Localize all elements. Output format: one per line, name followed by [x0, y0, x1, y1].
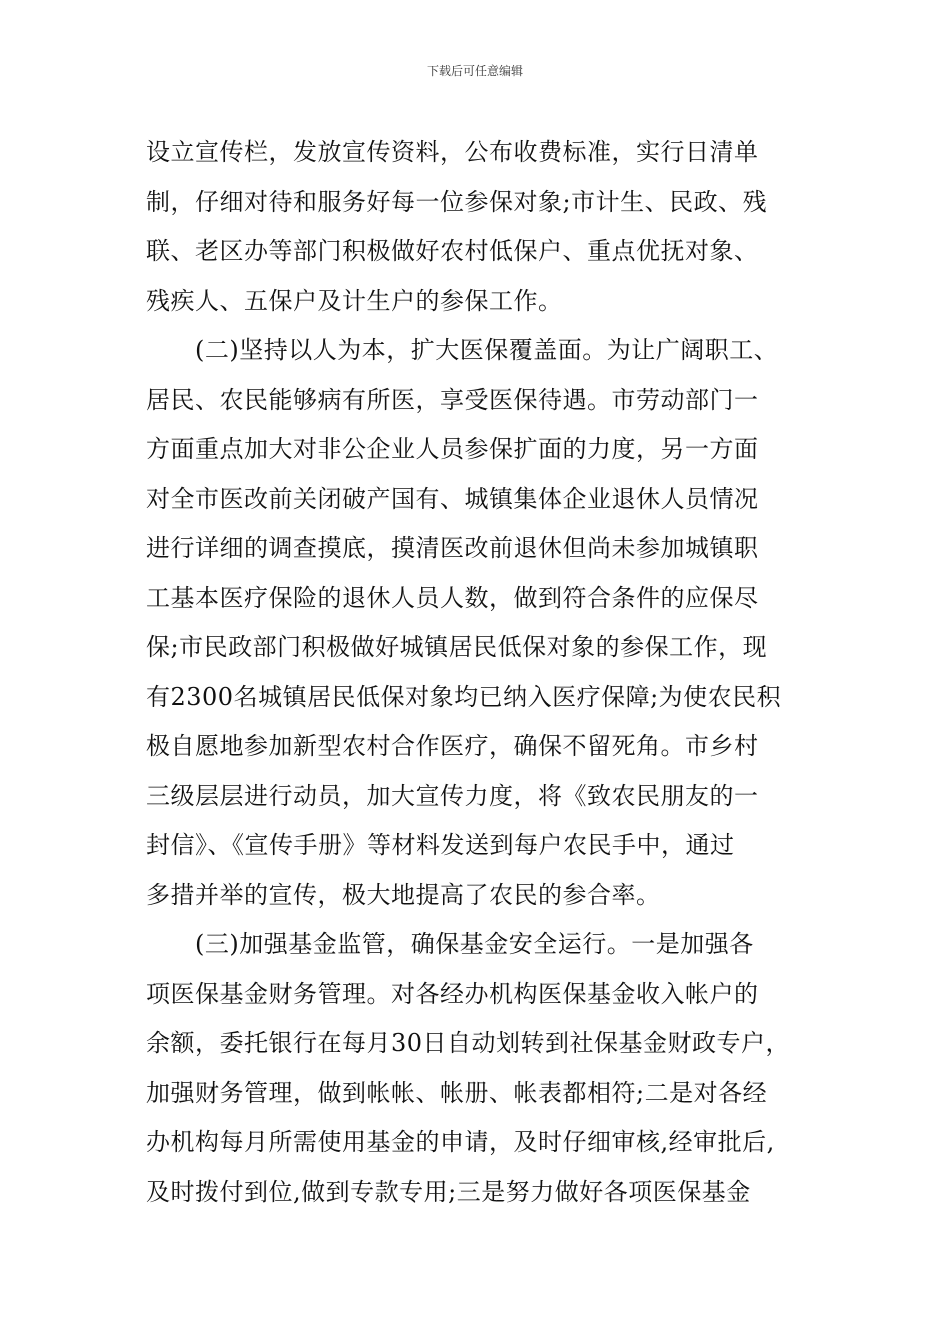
- text-line: 进行详细的调查摸底，摸清医改前退休但尚未参加城镇职: [146, 534, 759, 562]
- text-line: 联、老区办等部门积极做好农村低保户、重点优抚对象、: [146, 237, 759, 265]
- text-line: 极自愿地参加新型农村合作医疗，确保不留死角。市乡村: [146, 732, 759, 760]
- text-line: 三级层层进行动员，加大宣传力度，将《致农民朋友的一: [146, 781, 759, 810]
- text-line: 多措并举的宣传，极大地提高了农民的参合率。: [146, 880, 661, 909]
- text-line: 居民、农民能够病有所医，享受医保待遇。市劳动部门一: [146, 385, 759, 414]
- text-line: 封信》、《宣传手册》等材料发送到每户农民手中，通过: [146, 831, 735, 859]
- text-line: 残疾人、五保户及计生户的参保工作。: [146, 286, 563, 315]
- paragraph-2-first-line: (二)坚持以人为本，扩大医保覆盖面。为让广阔职工、: [146, 336, 779, 364]
- text-line: 余额，委托银行在每月30日自动划转到社保基金财政专户，: [146, 1029, 791, 1057]
- text-line: 方面重点加大对非公企业人员参保扩面的力度，另一方面: [146, 435, 759, 463]
- text-line: 设立宣传栏，发放宣传资料，公布收费标准，实行日清单: [146, 138, 759, 166]
- text-line: 项医保基金财务管理。对各经办机构医保基金收入帐户的: [146, 979, 759, 1008]
- text-line: 对全市医改前关闭破产国有、城镇集体企业退休人员情况: [146, 484, 759, 513]
- text-line: 加强财务管理，做到帐帐、帐册、帐表都相符;二是对各经: [146, 1078, 768, 1107]
- document-body: [146, 128, 826, 1217]
- text-line: 制，仔细对待和服务好每一位参保对象;市计生、民政、残: [146, 187, 768, 216]
- text-line: 有2300名城镇居民低保对象均已纳入医疗保障;为使农民积: [146, 682, 782, 711]
- text-line: 及时拨付到位,做到专款专用;三是努力做好各项医保基金: [146, 1177, 751, 1206]
- text-line: 工基本医疗保险的退休人员人数，做到符合条件的应保尽: [146, 583, 759, 612]
- paragraph-3-first-line: (三)加强基金监管，确保基金安全运行。一是加强各: [146, 930, 754, 958]
- text-line: 保;市民政部门积极做好城镇居民低保对象的参保工作，现: [146, 633, 768, 661]
- page-header: 下载后可任意编辑: [426, 64, 523, 78]
- text-line: 办机构每月所需使用基金的申请，及时仔细审核,经审批后,: [146, 1128, 775, 1156]
